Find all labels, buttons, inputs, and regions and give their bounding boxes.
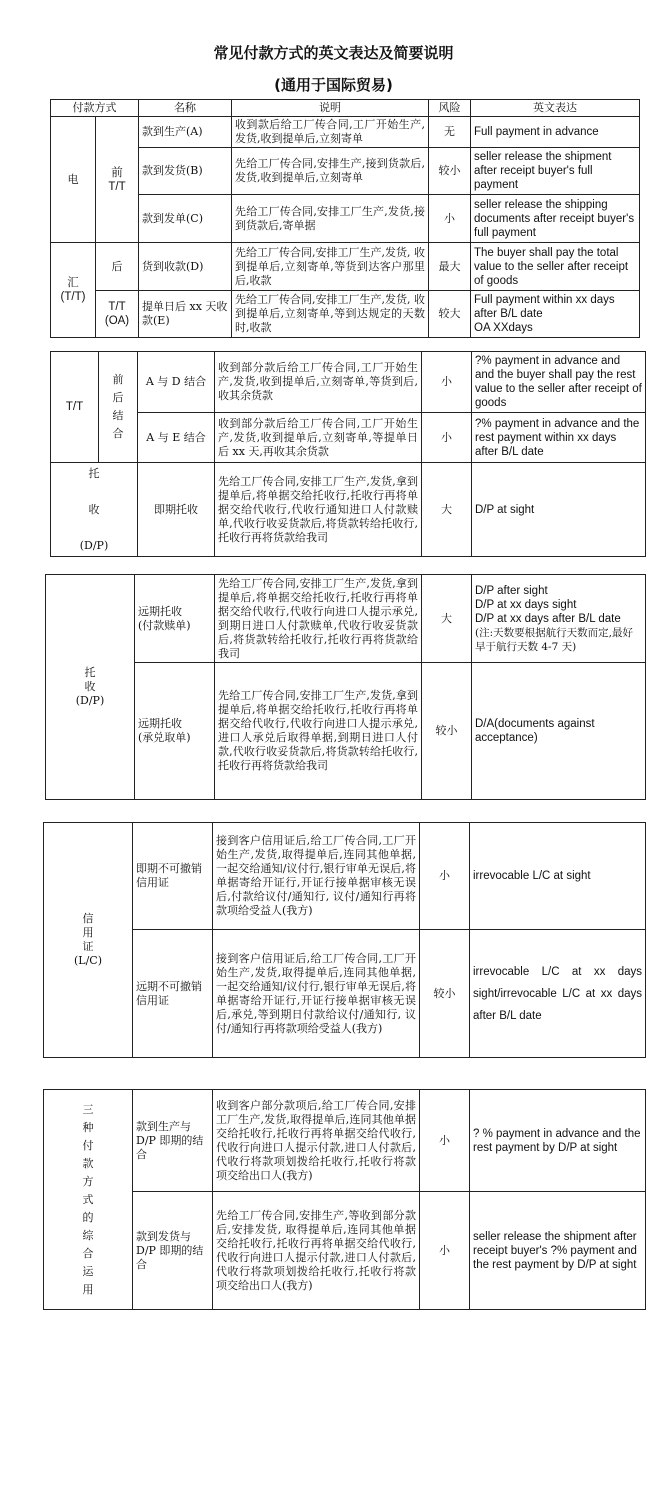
row-risk: 小 — [420, 1192, 470, 1310]
header-risk: 风险 — [429, 100, 471, 117]
row-english: ?% payment in advance and and the buyer shall pay the rest value to the seller after receipt of goods — [472, 352, 646, 413]
row-name: 款到生产(A) — [139, 117, 232, 148]
header-name: 名称 — [139, 100, 232, 117]
row-name: 远期托收 (承兑取单) — [135, 663, 215, 800]
row-risk: 较小 — [420, 930, 470, 1058]
header-method: 付款方式 — [51, 100, 139, 117]
english-note: (注:天数要根据航行天数而定,最好早于航行天数 4-7 天) — [475, 626, 633, 653]
tt-label: T/T — [51, 352, 99, 463]
row-english: irrevocable L/C at xx days sight/irrevocable L/C at xx days after B/L date — [470, 930, 646, 1058]
row-name: A 与 E 结合 — [138, 413, 215, 463]
row-name: A 与 D 结合 — [138, 352, 215, 413]
row-name: 款到生产与 D/P 即期的结合 — [133, 1090, 213, 1192]
row-english: seller release the shipment after receipt buyer's ?% payment and the rest payment by D/P at sight — [470, 1192, 646, 1310]
row-risk: 小 — [429, 195, 471, 243]
row-desc: 收到部分款后给工厂传合同,工厂开始生产,发货,收到提单后,立刻寄单,等货到后,收其余货款 — [215, 352, 422, 413]
row-risk: 较小 — [429, 148, 471, 195]
row-name: 即期托收 — [138, 463, 215, 557]
combined-group-label: 三 种 付 款 方 式 的 综 合 运 用 — [44, 1090, 133, 1310]
row-desc: 收到部分款后给工厂传合同,工厂开始生产,发货,收到提单后,立刻寄单,等提单日后 xx 天,再收其余货款 — [215, 413, 422, 463]
lc-table — [43, 822, 646, 1058]
row-english: The buyer shall pay the total value to the seller after receipt of goods — [471, 243, 640, 291]
post-tt-label: 后 — [96, 243, 139, 291]
row-name: 款到发货(B) — [139, 148, 232, 195]
page-subtitle: (通用于国际贸易) — [274, 76, 393, 94]
row-english: Full payment within xx days after B/L date OA XXdays — [471, 291, 640, 338]
combo-table — [50, 351, 646, 557]
row-name: 即期不可撤销信用证 — [133, 823, 213, 930]
row-english: irrevocable L/C at sight — [470, 823, 646, 930]
row-risk: 大 — [422, 575, 472, 663]
combined-table — [43, 1089, 646, 1310]
row-english: seller release the shipping documents after receipt buyer's full payment — [471, 195, 640, 243]
row-desc: 先给工厂传合同,安排工厂生产,发货,拿到提单后,将单据交给托收行,托收行再将单据交给代收行,代收行向进口人提示承兑,进口人承兑后取得单据,到期日进口人付款,代收行收妥货款后,将货款转给托收行,托收行再将货款给我司 — [215, 663, 422, 800]
row-risk: 最大 — [429, 243, 471, 291]
group-label-dian: 电 — [51, 117, 96, 243]
row-english: seller release the shipment after receipt buyer's full payment — [471, 148, 640, 195]
row-risk: 小 — [420, 823, 470, 930]
row-english: Full payment in advance — [471, 117, 640, 148]
row-english: D/P at sight — [472, 463, 646, 557]
row-name: 款到发货与 D/P 即期的结合 — [133, 1192, 213, 1310]
row-desc: 先给工厂传合同,安排生产,接到货款后,发货,收到提单后,立刻寄单 — [232, 148, 429, 195]
dp-group-label: 托 收 (D/P) — [46, 575, 135, 800]
combo-label: 前 后 结 合 — [99, 352, 138, 463]
row-name: 远期托收 (付款赎单) — [135, 575, 215, 663]
row-risk: 小 — [420, 1090, 470, 1192]
row-desc: 先给工厂传合同,安排工厂生产,发货,拿到提单后,将单据交给托收行,托收行再将单据交给代收行,代收行通知进口人付款赎单,代收行收妥货款后,将货款转给托收行,托收行再将货款给我司 — [215, 463, 422, 557]
lc-group-label: 信 用 证 (L/C) — [44, 823, 133, 1058]
row-name: 远期不可撤销信用证 — [133, 930, 213, 1058]
page-title: 常见付款方式的英文表达及简要说明 — [213, 44, 454, 62]
header-english: 英文表达 — [471, 100, 640, 117]
row-english: ? % payment in advance and the rest payment by D/P at sight — [470, 1090, 646, 1192]
row-desc: 先给工厂传合同,安排工厂生产,发货, 收到提单后,立刻寄单,等到达规定的天数时,收款 — [232, 291, 429, 338]
row-desc: 收到客户部分款项后,给工厂传合同,安排工厂生产,发货,取得提单后,连同其他单据交给托收行,托收行再将单据交给代收行,代收行向进口人提示付款,进口人付款后,代收行将款项划拨给托收行,托收行将款项交给出口人(我方) — [213, 1090, 420, 1192]
row-english: D/A(documents against acceptance) — [472, 663, 646, 800]
row-desc: 先给工厂传合同,安排生产,等收到部分款后,安排发货, 取得提单后,连同其他单据交给托收行,托收行再将单据交给代收行,代收行向进口人提示付款,进口人付款后,代收行将款项划拨给托收行,托收行将款项交给出口人(我方) — [213, 1192, 420, 1310]
row-english — [472, 575, 646, 663]
group-label-hui: 汇 (T/T) — [51, 243, 96, 338]
row-desc: 接到客户信用证后,给工厂传合同,工厂开始生产,发货,取得提单后,连同其他单据,一起交给通知/议付行,银行审单无误后,将单据寄给开证行,开证行接单据审核无误后,承兑,等到期日付款给议付/通知行, 议付/通知行再将款项给受益人(我方) — [213, 930, 420, 1058]
row-desc: 先给工厂传合同,安排工厂生产,发货, 收到提单后,立刻寄单,等货到达客户那里后,收款 — [232, 243, 429, 291]
oa-label: T/T (OA) — [96, 291, 139, 338]
row-risk: 小 — [422, 352, 472, 413]
tt-table — [50, 99, 640, 338]
collection-label: 托 收 (D/P) — [51, 463, 138, 557]
row-desc: 先给工厂传合同,安排工厂生产,发货,拿到提单后,将单据交给托收行,托收行再将单据交给代收行,代收行向进口人提示承兑,到期日进口人付款赎单,代收行收妥货款后,将货款转给托收行,托收行再将货款给我司 — [215, 575, 422, 663]
row-risk: 较小 — [422, 663, 472, 800]
collection-table — [45, 574, 646, 800]
row-risk: 大 — [422, 463, 472, 557]
row-desc: 接到客户信用证后,给工厂传合同,工厂开始生产,发货,取得提单后,连同其他单据,一起交给通知/议付行,银行审单无误后,将单据寄给开证行,开证行接单据审核无误后,付款给议付/通知行, 议付/通知行再将款项给受益人(我方) — [213, 823, 420, 930]
pre-tt-label: 前 T/T — [96, 117, 139, 243]
row-name: 款到发单(C) — [139, 195, 232, 243]
header-desc: 说明 — [232, 100, 429, 117]
row-name: 提单日后 xx 天收款(E) — [139, 291, 232, 338]
english-text: D/P after sight D/P at xx days sight D/P at xx days after B/L date — [475, 584, 621, 625]
row-risk: 无 — [429, 117, 471, 148]
row-desc: 收到款后给工厂传合同,工厂开始生产,发货,收到提单后,立刻寄单 — [232, 117, 429, 148]
row-risk: 较大 — [429, 291, 471, 338]
row-name: 货到收款(D) — [139, 243, 232, 291]
row-desc: 先给工厂传合同,安排工厂生产,发货,接到货款后,寄单据 — [232, 195, 429, 243]
row-english: ?% payment in advance and the rest payment within xx days after B/L date — [472, 413, 646, 463]
row-risk: 小 — [422, 413, 472, 463]
